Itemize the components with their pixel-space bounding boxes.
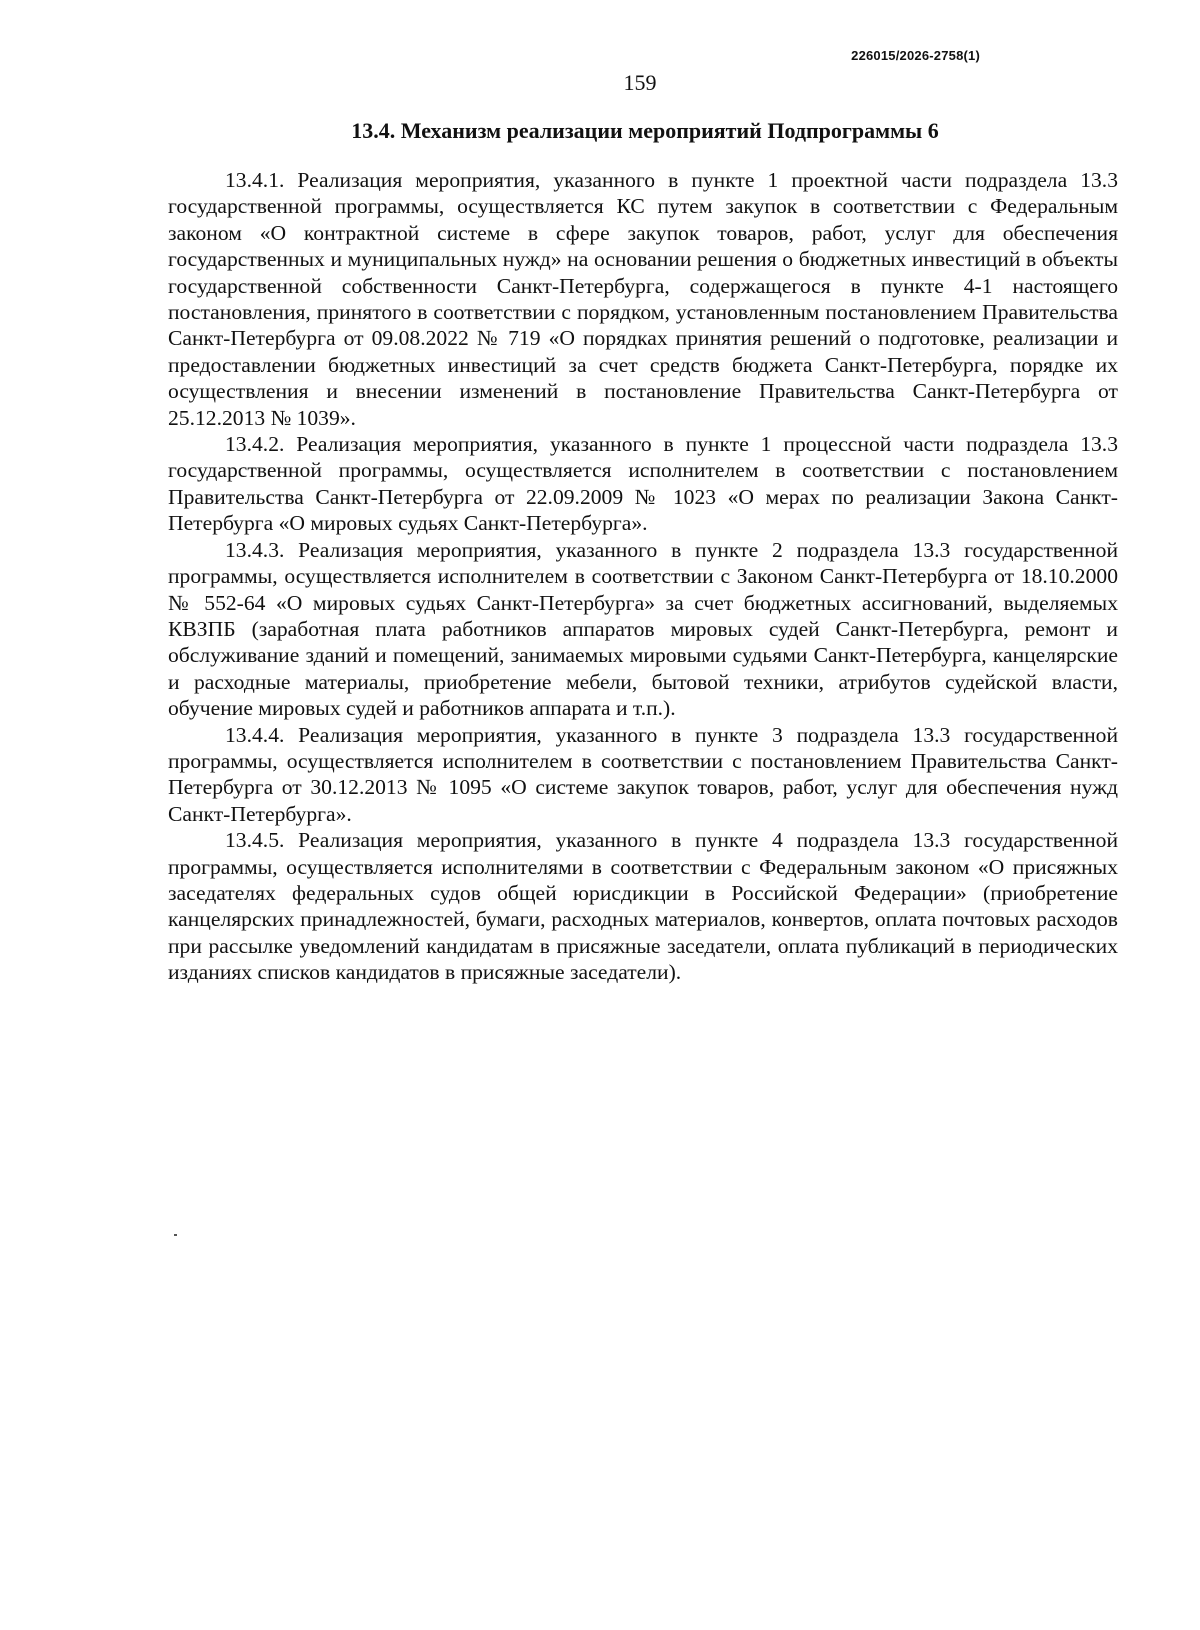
- section-title: 13.4. Механизм реализации мероприятий Подпрограммы 6: [351, 118, 939, 143]
- page-number: 159: [623, 70, 657, 95]
- document-registration-number: 226015/2026-2758(1): [851, 48, 980, 63]
- paragraph-13-4-3: 13.4.3. Реализация мероприятия, указанного в пункте 2 подраздела 13.3 государственной программы, осуществляется исполнителем в соответствии с Законом Санкт-Петербурга от 18.10.2000 № 552-64 «О мировых судьях Санкт-Петербурга» за счет бюджетных ассигнований, выделяемых КВЗПБ (заработная плата работников аппаратов мировых судей Санкт-Петербурга, ремонт и обслуживание зданий и помещений, занимаемых мировыми судьями Санкт-Петербурга, канцелярские и расходные материалы, приобретение мебели, бытовой техники, атрибутов судейской власти, обучение мировых судей и работников аппарата и т.п.).: [168, 537, 1118, 721]
- paragraph-13-4-4: 13.4.4. Реализация мероприятия, указанного в пункте 3 подраздела 13.3 государственной программы, осуществляется исполнителем в соответствии с постановлением Правительства Санкт-Петербурга от 30.12.2013 № 1095 «О системе закупок товаров, работ, услуг для обеспечения нужд Санкт-Петербурга».: [168, 722, 1118, 826]
- paragraph-13-4-2: 13.4.2. Реализация мероприятия, указанного в пункте 1 процессной части подраздела 13.3 государственной программы, осуществляется исполнителем в соответствии с постановлением Правительства Санкт-Петербурга от 22.09.2009 № 1023 «О мерах по реализации Закона Санкт-Петербурга «О мировых судьях Санкт-Петербурга».: [168, 432, 1118, 536]
- paragraph-13-4-1: 13.4.1. Реализация мероприятия, указанного в пункте 1 проектной части подраздела 13.3 государственной программы, осуществляется КС путем закупок в соответствии с Федеральным законом «О контрактной системе в сфере закупок товаров, работ, услуг для обеспечения государственных и муниципальных нужд» на основании решения о бюджетных инвестиций в объекты государственной собственности Санкт-Петербурга, содержащегося в пункте 4-1 настоящего постановления, принятого в соответствии с порядком, установленным постановлением Правительства Санкт-Петербурга от 09.08.2022 № 719 «О порядках принятия решений о подготовке, реализации и предоставлении бюджетных инвестиций за счет средств бюджета Санкт-Петербурга, порядке их осуществления и внесении изменений в постановление Правительства Санкт-Петербурга от 25.12.2013 № 1039».: [168, 168, 1118, 430]
- scan-speck: [174, 1234, 177, 1236]
- paragraph-13-4-5: 13.4.5. Реализация мероприятия, указанного в пункте 4 подраздела 13.3 государственной программы, осуществляется исполнителями в соответствии с Федеральным законом «О присяжных заседателях федеральных судов общей юрисдикции в Российской Федерации» (приобретение канцелярских принадлежностей, бумаги, расходных материалов, конвертов, оплата почтовых расходов при рассылке уведомлений кандидатам в присяжные заседатели, оплата публикаций в периодических изданиях списков кандидатов в присяжные заседатели).: [168, 828, 1118, 985]
- document-body: [168, 167, 1118, 986]
